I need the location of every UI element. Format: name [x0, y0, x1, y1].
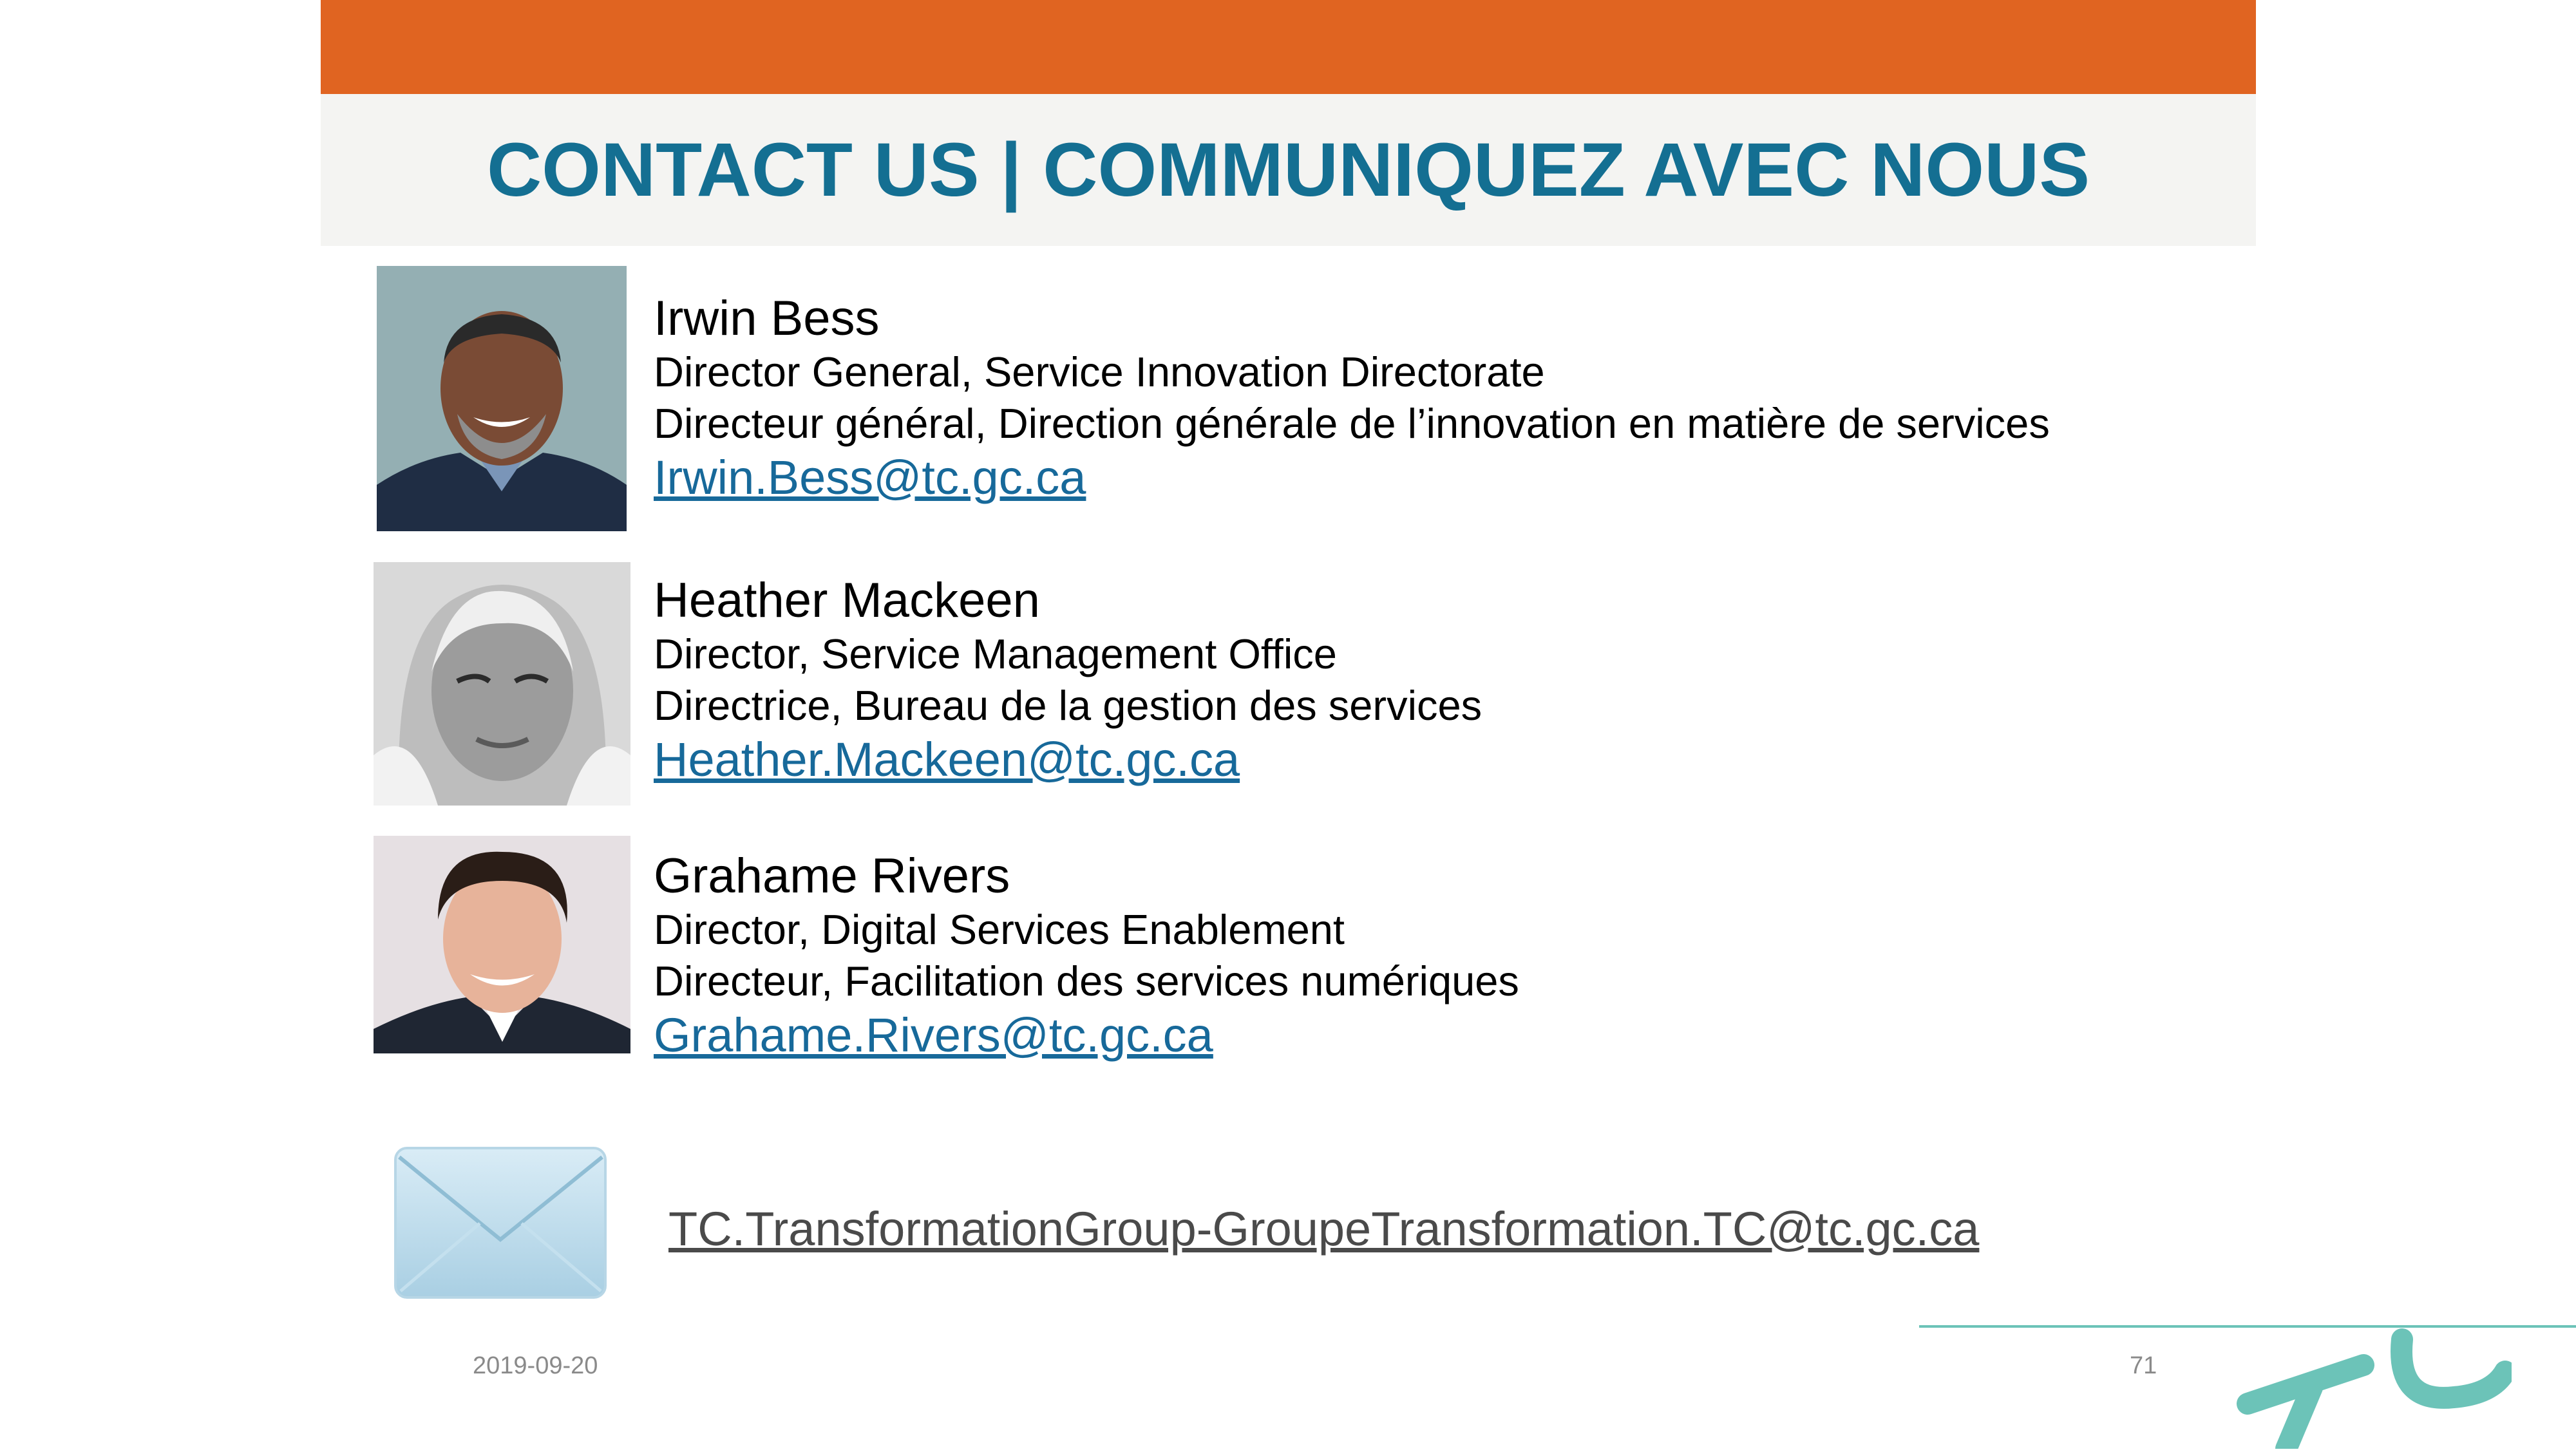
contact-title-fr: Directeur, Facilitation des services numériques — [654, 957, 1519, 1004]
slide-title: CONTACT US | COMMUNIQUEZ AVEC NOUS — [486, 127, 2090, 212]
group-email-link[interactable]: TC.TransformationGroup-GroupeTransformation.TC@tc.gc.ca — [668, 1202, 1980, 1256]
tc-logo — [2235, 1326, 2512, 1449]
contact-irwin-bess — [654, 291, 2050, 506]
page-number: 71 — [2130, 1352, 2157, 1379]
contact-title-en: Director, Service Management Office — [654, 630, 1337, 677]
contact-photo-heather-mackeen — [374, 562, 630, 806]
contact-photo-irwin-bess — [377, 266, 627, 531]
envelope-icon — [393, 1143, 609, 1303]
contact-heather-mackeen — [654, 573, 1482, 788]
contact-name: Heather Mackeen — [654, 573, 1040, 628]
contact-email-link[interactable]: Heather.Mackeen@tc.gc.ca — [654, 733, 1240, 786]
contact-title-fr: Directrice, Bureau de la gestion des services — [654, 682, 1482, 729]
contact-email-link[interactable]: Grahame.Rivers@tc.gc.ca — [654, 1008, 1213, 1062]
contact-title-en: Director General, Service Innovation Directorate — [654, 348, 1545, 395]
contact-title-en: Director, Digital Services Enablement — [654, 906, 1345, 953]
contact-grahame-rivers — [654, 849, 1519, 1064]
contact-photo-grahame-rivers — [374, 836, 630, 1053]
contact-name: Grahame Rivers — [654, 849, 1010, 903]
contact-title-fr: Directeur général, Direction générale de l’innovation en matière de services — [654, 400, 2050, 447]
contact-email-link[interactable]: Irwin.Bess@tc.gc.ca — [654, 451, 1086, 504]
footer-date: 2019-09-20 — [473, 1352, 598, 1379]
accent-bar — [321, 0, 2256, 94]
contact-name: Irwin Bess — [654, 291, 880, 346]
